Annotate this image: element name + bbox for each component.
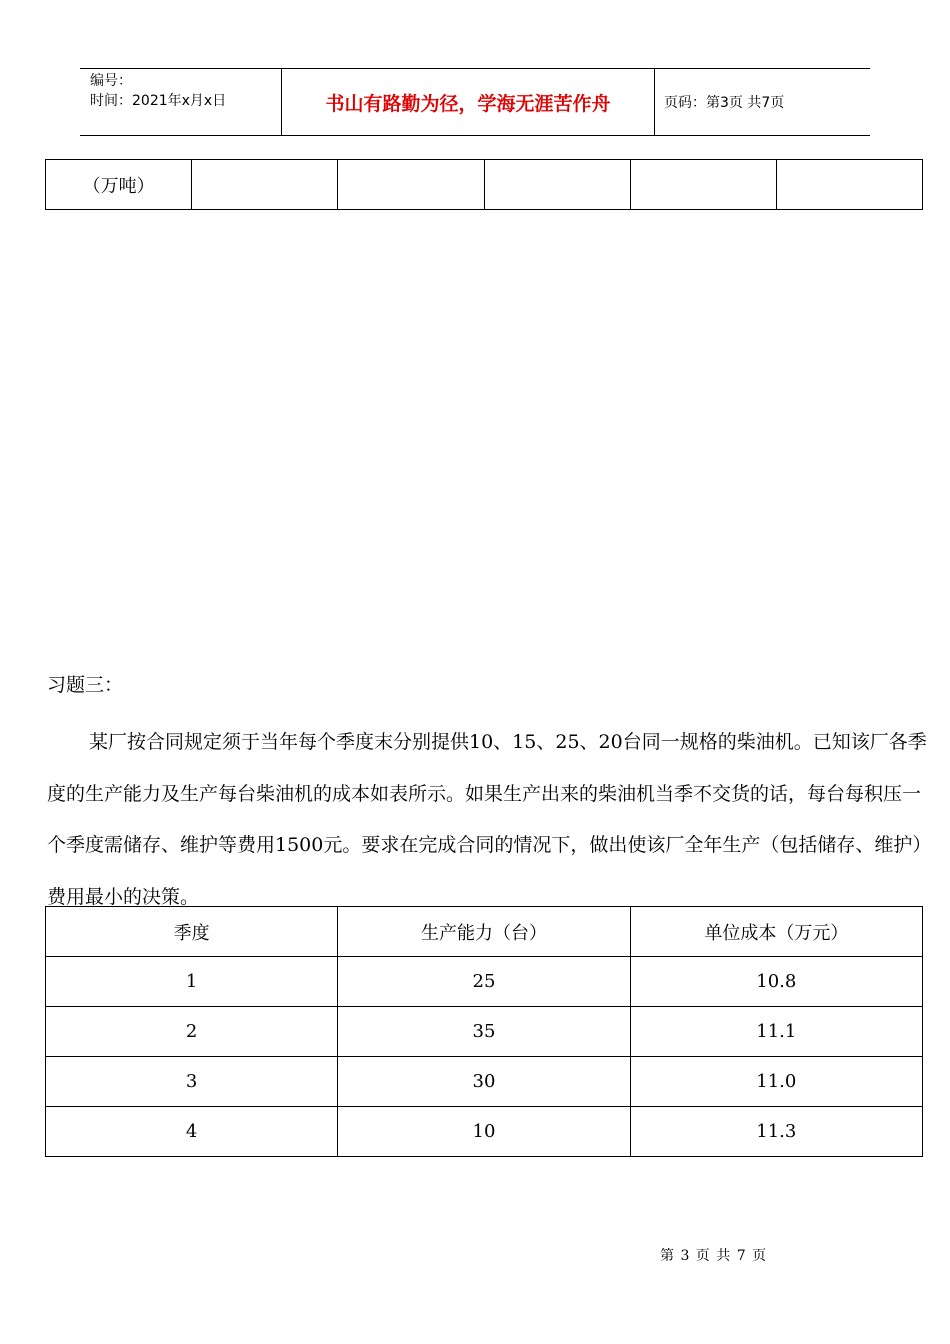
table-row — [46, 160, 923, 210]
table-cell: 2 — [46, 1007, 338, 1057]
table-cell: 25 — [338, 957, 630, 1007]
table-cell: （万吨） — [46, 160, 192, 210]
table-cell — [192, 160, 338, 210]
capacity-table — [45, 906, 923, 1157]
problem-paragraph — [47, 717, 927, 923]
table-cell: 4 — [46, 1107, 338, 1157]
continued-table — [45, 159, 923, 210]
table-cell: 10 — [338, 1107, 630, 1157]
table-cell: 30 — [338, 1057, 630, 1107]
header-top-rule — [80, 68, 870, 69]
header-slogan: 书山有路勤为径，学海无涯苦作舟 — [325, 93, 611, 115]
table-cell: 35 — [338, 1007, 630, 1057]
table-cell — [776, 160, 922, 210]
table-cell: 1 — [46, 957, 338, 1007]
table-cell — [630, 160, 776, 210]
column-header: 生产能力（台） — [338, 907, 630, 957]
time-label: 时间：2021年x月x日 — [90, 93, 227, 109]
header-meta — [90, 71, 226, 111]
problem-text: 某厂按合同规定须于当年每个季度末分别提供10、15、25、20台同一规格的柴油机。已知该厂各季度的生产能力及生产每台柴油机的成本如表所示。如果生产出来的柴油机当季不交货的话，每台每积压一个季度需储存、维护等费用1500元。要求在完成合同的情况下，做出使该厂全年生产（包括储存、维护）费用最小的决策。 — [47, 731, 927, 908]
table-cell: 11.3 — [630, 1107, 922, 1157]
column-header: 季度 — [46, 907, 338, 957]
table-row — [46, 1057, 923, 1107]
table-row — [46, 957, 923, 1007]
table-cell: 3 — [46, 1057, 338, 1107]
section-title: 习题三： — [47, 674, 124, 696]
table-cell: 10.8 — [630, 957, 922, 1007]
page-indicator: 页码：第3页 共7页 — [664, 95, 785, 111]
table-row — [46, 1107, 923, 1157]
table-cell: 11.1 — [630, 1007, 922, 1057]
table-row — [46, 1007, 923, 1057]
table-cell — [338, 160, 484, 210]
table-cell — [484, 160, 630, 210]
header-bottom-rule — [80, 135, 870, 136]
column-header: 单位成本（万元） — [630, 907, 922, 957]
number-label: 编号： — [90, 73, 132, 89]
page-footer: 第 3 页 共 7 页 — [660, 1248, 768, 1264]
table-cell: 11.0 — [630, 1057, 922, 1107]
header-divider-right — [654, 68, 655, 136]
table-header-row — [46, 907, 923, 957]
